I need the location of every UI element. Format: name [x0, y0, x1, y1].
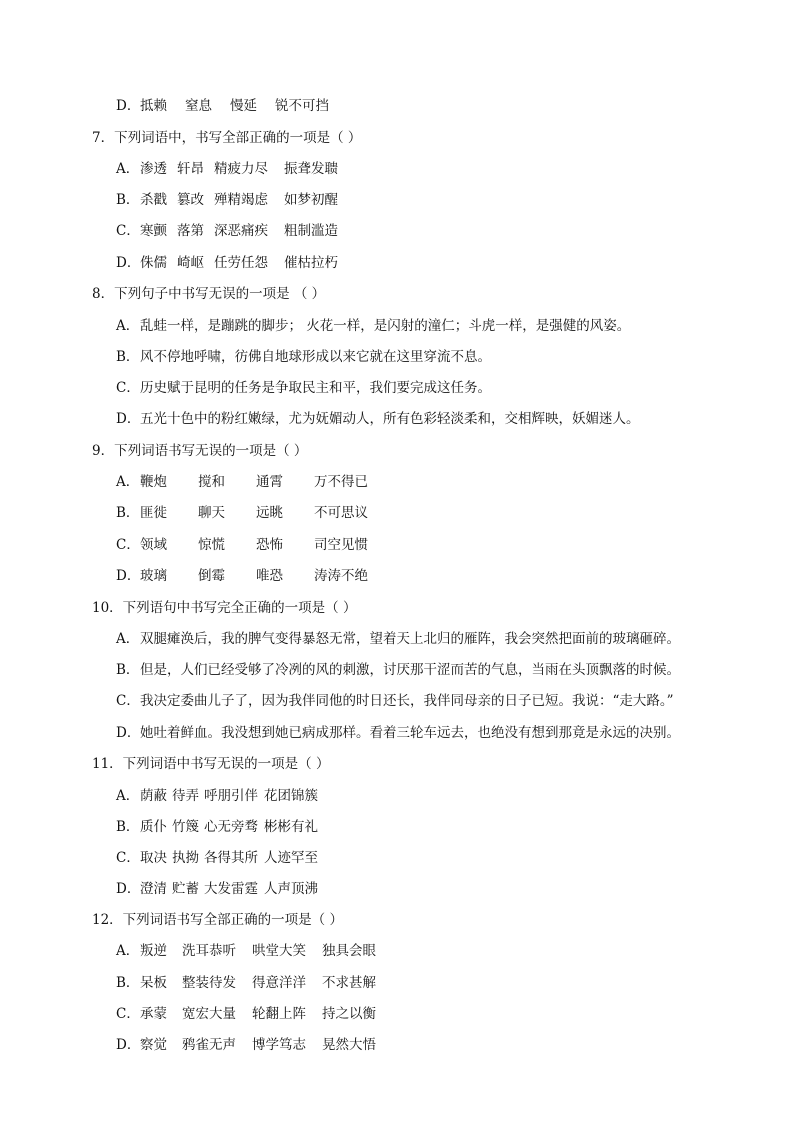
option-word: 锐不可挡	[275, 98, 329, 114]
option-label: C．	[116, 1006, 140, 1022]
option-word: 玻璃	[140, 568, 167, 584]
option-word: 不求甚解	[322, 975, 376, 991]
option-label: D．	[116, 98, 141, 114]
option-word: 寒颤	[140, 223, 167, 239]
answer-option	[116, 347, 491, 367]
option-word: 慢延	[230, 98, 257, 114]
option-word: 承蒙	[140, 1006, 167, 1022]
answer-option	[116, 660, 680, 680]
option-word: 竹篾	[172, 819, 199, 835]
option-sentence: 我决定委曲儿子了，因为我伴同他的时日还长，我伴同母亲的日子已短。我说：“走大路。”	[140, 693, 674, 709]
option-word: 澄清	[140, 881, 167, 897]
option-sentence: 乱蛙一样，是蹦跳的脚步； 火花一样，是闪射的潼仁；斗虎一样，是强健的风姿。	[140, 318, 631, 334]
option-label: B．	[116, 505, 140, 521]
option-word: 得意洋洋	[252, 975, 306, 991]
answer-option	[116, 879, 334, 899]
option-word: 鸦雀无声	[182, 1037, 236, 1053]
answer-option	[116, 973, 392, 993]
option-label: A．	[116, 943, 140, 959]
option-word: 精疲力尽	[214, 161, 268, 177]
option-word: 呼朋引伴	[204, 788, 258, 804]
answer-option	[116, 503, 384, 523]
option-word: 鞭炮	[140, 474, 167, 490]
option-label: B．	[116, 662, 140, 678]
option-word: 催枯拉朽	[284, 255, 338, 271]
option-word: 侏儒	[140, 255, 167, 271]
question-stem: 11．下列词语中书写无误的一项是（ ）	[92, 756, 330, 772]
option-word: 杀戳	[140, 192, 167, 208]
option-word: 人迹罕至	[264, 850, 318, 866]
option-word: 任劳任怨	[214, 255, 268, 271]
answer-option	[116, 941, 392, 961]
option-label: C．	[116, 380, 140, 396]
answer-option	[116, 566, 384, 586]
option-label: D．	[116, 881, 141, 897]
option-word: 独具会眼	[322, 943, 376, 959]
option-word: 万不得已	[314, 474, 368, 490]
option-word: 振聋发聩	[284, 161, 338, 177]
option-word: 呆板	[140, 975, 167, 991]
option-word: 篡改	[177, 192, 204, 208]
option-label: C．	[116, 693, 140, 709]
option-word: 轩昂	[177, 161, 204, 177]
option-sentence: 风不停地呼啸，彷佛自地球形成以来它就在这里穿流不息。	[140, 349, 491, 365]
question-stem: 10．下列语句中书写完全正确的一项是（ ）	[92, 600, 357, 616]
option-word: 深恶痛疾	[214, 223, 268, 239]
option-sentence: 但是，人们已经受够了冷冽的风的刺激，讨厌那干涩而苦的气息，当雨在头顶飘落的时候。	[140, 662, 680, 678]
question-stem: 8．下列句子中书写无误的一项是 （ ）	[92, 286, 326, 302]
option-label: C．	[116, 223, 140, 239]
option-word: 涛涛不绝	[314, 568, 368, 584]
option-label: A．	[116, 788, 140, 804]
option-word: 崎岖	[177, 255, 204, 271]
answer-option	[116, 159, 354, 179]
option-word: 通霄	[256, 474, 283, 490]
option-word: 远眺	[256, 505, 283, 521]
answer-option	[116, 96, 345, 116]
answer-option	[116, 1004, 392, 1024]
question-stem: 9．下列词语书写无误的一项是（ ）	[92, 443, 308, 459]
option-label: A．	[116, 318, 140, 334]
answer-option	[116, 378, 491, 398]
option-word: 彬彬有礼	[264, 819, 318, 835]
option-word: 窒息	[185, 98, 212, 114]
option-word: 洗耳恭听	[182, 943, 236, 959]
question-stem: 7．下列词语中，书写全部正确的一项是（ ）	[92, 130, 362, 146]
option-word: 粗制滥造	[284, 223, 338, 239]
option-word: 落第	[177, 223, 204, 239]
option-label: B．	[116, 349, 140, 365]
option-word: 察觉	[140, 1037, 167, 1053]
answer-option	[116, 316, 630, 336]
option-word: 贮蓄	[172, 881, 199, 897]
option-label: B．	[116, 819, 140, 835]
answer-option	[116, 817, 334, 837]
option-sentence: 她吐着鲜血。我没想到她已病成那样。看着三轮车远去，也绝没有想到那竟是永远的决别。	[140, 725, 680, 741]
answer-option	[116, 723, 680, 743]
option-label: B．	[116, 975, 140, 991]
option-word: 恐怖	[256, 537, 283, 553]
option-word: 质仆	[140, 819, 167, 835]
option-label: A．	[116, 161, 140, 177]
option-word: 哄堂大笑	[252, 943, 306, 959]
option-word: 博学笃志	[252, 1037, 306, 1053]
option-word: 宽宏大量	[182, 1006, 236, 1022]
option-word: 如梦初醒	[284, 192, 338, 208]
option-sentence: 历史赋于昆明的任务是争取民主和平，我们要完成这任务。	[140, 380, 491, 396]
option-label: D．	[116, 1037, 141, 1053]
option-word: 惊慌	[198, 537, 225, 553]
option-word: 晃然大悟	[322, 1037, 376, 1053]
option-word: 匪徙	[140, 505, 167, 521]
option-word: 抵赖	[140, 98, 167, 114]
answer-option	[116, 848, 334, 868]
answer-option	[116, 786, 334, 806]
answer-option	[116, 190, 354, 210]
option-word: 各得其所	[204, 850, 258, 866]
option-label: C．	[116, 537, 140, 553]
option-label: A．	[116, 631, 140, 647]
option-word: 不可思议	[314, 505, 368, 521]
option-word: 搅和	[198, 474, 225, 490]
option-word: 聊天	[198, 505, 225, 521]
answer-option	[116, 691, 674, 711]
option-word: 取决	[140, 850, 167, 866]
answer-option	[116, 629, 680, 649]
option-word: 殚精竭虑	[214, 192, 268, 208]
answer-option	[116, 472, 384, 492]
option-word: 轮翻上阵	[252, 1006, 306, 1022]
answer-option	[116, 409, 640, 429]
option-label: A．	[116, 474, 140, 490]
answer-option	[116, 221, 354, 241]
option-word: 叛逆	[140, 943, 167, 959]
option-label: C．	[116, 850, 140, 866]
option-label: D．	[116, 568, 141, 584]
option-word: 渗透	[140, 161, 167, 177]
option-word: 执拗	[172, 850, 199, 866]
option-word: 领域	[140, 537, 167, 553]
option-word: 人声顶沸	[264, 881, 318, 897]
answer-option	[116, 535, 384, 555]
option-word: 心无旁骛	[204, 819, 258, 835]
option-word: 花团锦簇	[264, 788, 318, 804]
option-label: B．	[116, 192, 140, 208]
answer-option	[116, 1035, 392, 1055]
option-word: 持之以衡	[322, 1006, 376, 1022]
option-sentence: 双腿瘫涣后，我的脾气变得暴怒无常，望着天上北归的雁阵，我会突然把面前的玻璃砸碎。	[140, 631, 680, 647]
option-label: D．	[116, 255, 141, 271]
option-word: 倒霉	[198, 568, 225, 584]
option-word: 整装待发	[182, 975, 236, 991]
option-label: D．	[116, 725, 141, 741]
option-word: 待弄	[172, 788, 199, 804]
option-sentence: 五光十色中的粉红嫩绿，尤为妩媚动人，所有色彩轻淡柔和，交相辉映，妖媚迷人。	[140, 411, 640, 427]
answer-option	[116, 253, 354, 273]
question-stem: 12．下列词语书写全部正确的一项是（ ）	[92, 912, 343, 928]
option-label: D．	[116, 411, 141, 427]
option-word: 荫蔽	[140, 788, 167, 804]
option-word: 唯恐	[256, 568, 283, 584]
option-word: 大发雷霆	[204, 881, 258, 897]
option-word: 司空见惯	[314, 537, 368, 553]
